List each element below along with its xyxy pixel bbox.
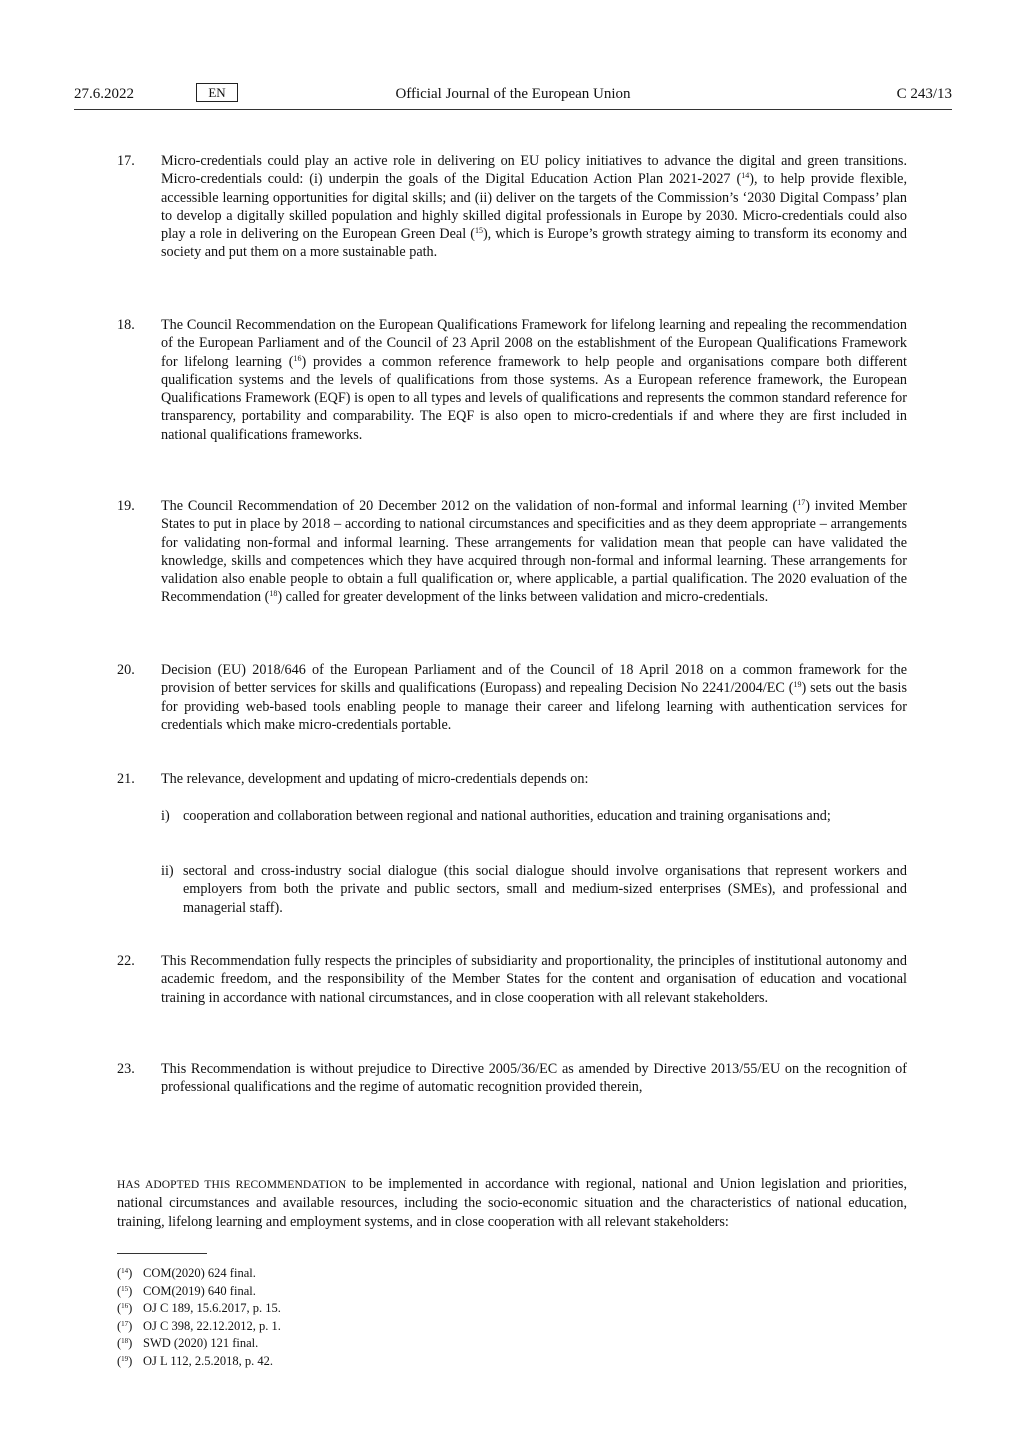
recital-number: 18. <box>117 317 135 333</box>
adoption-text: to be implemented in accordance with regional, national and Union legislation and priorities, national circumstances and available resources, including the socio-economic situation and the characteristics of national education, training, lifelong learning and employment systems, and in close cooperation with all relevant stakeholders: <box>117 1176 908 1230</box>
text-segment: Micro-credentials could play an active role in delivering on EU policy initiatives to advance the digital and green transitions. Micro-credentials could: (i) underpin the goals of the Digital Education Action Plan 2021-2027 ( <box>161 153 907 188</box>
text-segment: The relevance, development and updating of micro-credentials depends on: <box>161 771 589 787</box>
recital-number: 22. <box>117 953 135 969</box>
recital-22 <box>117 952 907 1007</box>
text-segment: Decision (EU) 2018/646 of the European Parliament and of the Council of 18 April 2018 on a common framework for the provision of better services for skills and qualifications (Europass) and repealing Decision No 2241/2004/EC ( <box>161 662 907 697</box>
recital-23 <box>117 1060 907 1097</box>
footnote-text: OJ C 189, 15.6.2017, p. 15. <box>143 1301 281 1315</box>
header-divider <box>74 109 952 110</box>
footnote-mark: ($^{14}$) <box>117 1266 133 1280</box>
recital-text <box>161 661 907 734</box>
text-segment: ) invited Member States to put in place by 2018 – according to national circumstances and specificities and as they deem appropriate – arrangements for validating non-formal and informal learning. These arrangements for validation mean that people can have validated the knowledge, skills and competences which they have acquired through non-formal and informal learning. These arrangements for validation also enable people to obtain a full qualification or, where applicable, a partial qualification. The 2020 evaluation of the Recommendation ( <box>161 498 907 606</box>
recital-21 <box>117 770 907 788</box>
footnotes <box>117 1265 717 1370</box>
footnote-number: 14 <box>121 1267 129 1275</box>
footnote-18 <box>117 1335 717 1353</box>
footnote-ref: 14 <box>741 171 750 181</box>
footnote-divider <box>117 1253 207 1254</box>
item-marker: i) <box>161 808 170 824</box>
footnote-ref: 16 <box>293 353 302 363</box>
recital-text <box>161 316 907 444</box>
text-segment: This Recommendation fully respects the principles of subsidiarity and proportionality, the principles of institutional autonomy and academic freedom, and the responsibility of the Member States for the content and organisation of education and vocational training in accordance with national circumstances, and in close cooperation with all relevant stakeholders. <box>161 953 907 1006</box>
footnote-ref: 18 <box>269 589 278 599</box>
publication-date: 27.6.2022 <box>74 86 134 102</box>
recital-19 <box>117 497 907 607</box>
recital-21-item-ii <box>161 862 907 917</box>
footnote-text: SWD (2020) 121 final. <box>143 1336 259 1350</box>
language-badge: EN <box>196 83 238 102</box>
footnote-text: COM(2019) 640 final. <box>143 1283 256 1298</box>
recital-number: 20. <box>117 662 135 678</box>
footnote-text: COM(2020) 624 final. <box>143 1266 256 1280</box>
adoption-clause <box>117 1175 907 1231</box>
footnote-number: 17 <box>121 1319 129 1328</box>
footnote-19 <box>117 1353 717 1371</box>
adoption-caps: HAS ADOPTED THIS RECOMMENDATION <box>117 1179 347 1191</box>
recital-number: 17. <box>117 153 135 169</box>
footnote-number: 16 <box>121 1302 129 1310</box>
footnote-ref: 19 <box>793 680 802 690</box>
footnote-14 <box>117 1265 717 1283</box>
text-segment: ), which is Europe’s growth strategy aiming to transform its economy and society and put them on a more sustainable path. <box>161 226 907 261</box>
recital-18 <box>117 316 907 444</box>
footnote-mark: ($^{18}$) <box>117 1336 133 1350</box>
footnote-number: 19 <box>121 1354 129 1363</box>
text-segment: ) called for greater development of the links between validation and micro-credentials. <box>277 589 769 606</box>
footnote-15 <box>117 1283 717 1301</box>
footnote-mark: ($^{17}$) <box>117 1318 133 1333</box>
recital-number: 21. <box>117 771 135 787</box>
text-segment: ), to help provide flexible, accessible learning opportunities for digital skills; and (ii) deliver on the targets of the Commission’s ‘2030 Digital Compass’ plan to develop a digitally skilled population and highly skilled digital professionals in Europe by 2030. Micro-credentials could also play a role in delivering on the European Green Deal ( <box>161 171 908 243</box>
recital-text <box>161 497 907 607</box>
recital-20 <box>117 661 907 734</box>
recital-text <box>161 152 907 262</box>
item-marker: ii) <box>161 863 174 879</box>
journal-title: Official Journal of the European Union <box>395 86 631 102</box>
text-segment: This Recommendation is without prejudice to Directive 2005/36/EC as amended by Directive 2013/55/EU on the recognition of professional qualifications and the regime of automatic recognition provided therein, <box>161 1061 907 1096</box>
footnote-mark: ($^{19}$) <box>117 1353 133 1368</box>
item-text: cooperation and collaboration between regional and national authorities, education and training organisations and; <box>183 808 831 824</box>
footnote-mark: ($^{16}$) <box>117 1301 133 1315</box>
footnote-ref: 15 <box>474 226 483 236</box>
recital-text <box>161 952 907 1007</box>
footnote-text: OJ C 398, 22.12.2012, p. 1. <box>143 1318 281 1333</box>
page-header <box>74 86 952 106</box>
footnote-mark: ($^{15}$) <box>117 1283 133 1298</box>
recital-text <box>161 1060 907 1097</box>
text-segment: The Council Recommendation on the European Qualifications Framework for lifelong learning and repealing the recommendation of the European Parliament and of the Council of 23 April 2008 on the establishment of the European Qualifications Framework for lifelong learning ( <box>161 317 907 370</box>
journal-reference: C 243/13 <box>896 86 952 102</box>
footnote-17 <box>117 1318 717 1336</box>
footnote-number: 18 <box>121 1337 129 1345</box>
recital-text <box>161 770 907 788</box>
recital-17 <box>117 152 907 262</box>
footnote-ref: 17 <box>797 498 806 507</box>
footnote-number: 15 <box>121 1284 129 1293</box>
item-text: sectoral and cross-industry social dialogue (this social dialogue should involve organisations that represent workers and employers from both the private and public sectors, small and medium-sized enterprises (SMEs), and professional and managerial staff). <box>183 863 907 916</box>
recital-number: 23. <box>117 1061 135 1077</box>
recital-number: 19. <box>117 498 135 514</box>
text-segment: ) provides a common reference framework to help people and organisations compare both different qualification systems and the levels of qualifications from those systems. As a European reference framework, the European Qualifications Framework (EQF) is open to all types and levels of qualifications and represents the common standard reference for transparency, portability and comparability. The EQF is also open to micro-credentials if and where they are first included in national qualifications frameworks. <box>161 353 907 443</box>
text-segment: ) sets out the basis for providing web-based tools enabling people to manage their career and lifelong learning with authentication services for credentials which make micro-credentials portable. <box>161 680 908 733</box>
footnote-16 <box>117 1300 717 1318</box>
recital-21-item-i <box>161 807 907 825</box>
text-segment: The Council Recommendation of 20 December 2012 on the validation of non-formal and informal learning ( <box>161 498 798 514</box>
footnote-text: OJ L 112, 2.5.2018, p. 42. <box>143 1353 273 1368</box>
